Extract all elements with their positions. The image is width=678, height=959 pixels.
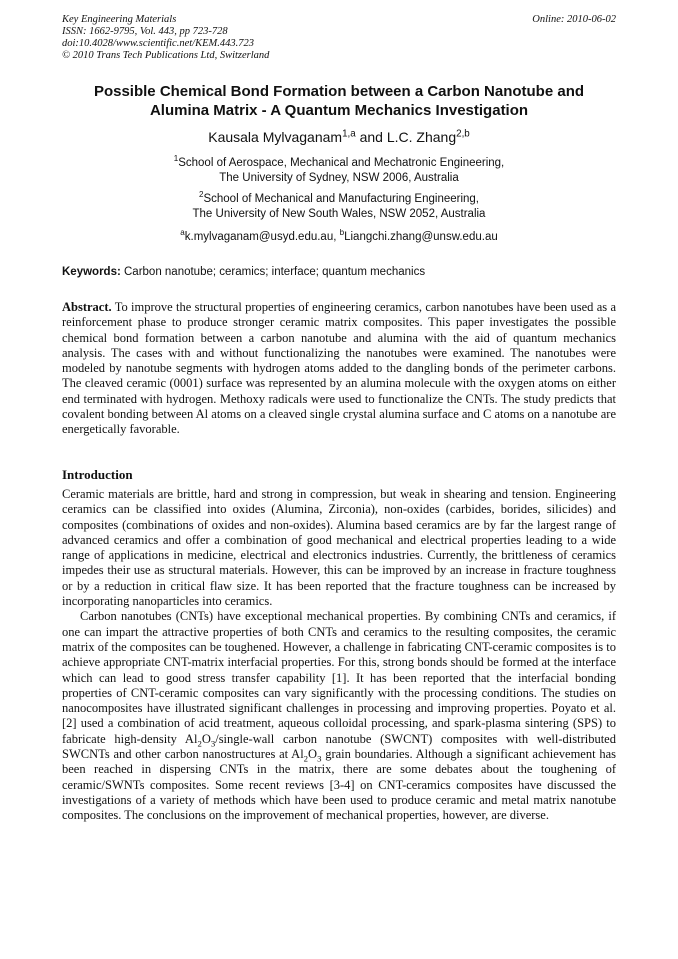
author-2-affil: 2,b bbox=[456, 128, 470, 140]
affiliation-2 bbox=[62, 192, 616, 222]
journal-header bbox=[62, 14, 616, 62]
author-1-affil: 1,a bbox=[342, 128, 356, 140]
issn-line: ISSN: 1662-9795, Vol. 443, pp 723-728 bbox=[62, 26, 228, 37]
intro-p2-part-a: Carbon nanotubes (CNTs) have exceptional mechanical properties. By combining CNTs and ceramics, if one can impart the attractive properties of both CNTs and ceramics to the resulting composites, the ceramic matrix of the composites can be toughened. However, a challenge in fabricating CNT-ceramic composites is to achieve appropriate CNT-matrix interfacial properties. For this, strong bonds should be formed at the interface which can lead to good stress transfer capability [1]. It has been reported that the interfacial bonding properties of CNT-ceramic composites can vary significantly with the processing conditions. The studies on nanocomposites have illustrated significant challenges in processing and improving properties. Poyato et al. [2] used a combination of acid treatment, aqueous colloidal processing, and spark-plasma sintering (SPS) to fabricate high-density Al bbox=[62, 609, 616, 746]
subscript-3a: 3 bbox=[210, 738, 216, 749]
author-conjunction: and bbox=[355, 129, 387, 145]
email-b: Liangchi.zhang@unsw.edu.au bbox=[344, 231, 498, 243]
abstract-text: To improve the structural properties of engineering ceramics, carbon nanotubes have been used as a reinforcement phase to produce stronger ceramic matrix composites. This paper investigates the possible chemical bond formation between a carbon nanotube and alumina with the aid of quantum mechanics analysis. The cases with and without functionalizing the nanotubes were examined. The nanotubes were modeled by nanotube segments with hydrogen atoms added to the dangling bonds of the perimeter carbons. The cleaved ceramic (0001) surface was represented by an alumina molecule with the oxygen atoms on either end terminated with hydrogen. Methoxy radicals were used to functionalize the CNTs. The study predicts that covalent bonding between Al atoms on a cleaved single crystal alumina surface and C atoms on a nanotube are energetically favorable. bbox=[62, 300, 620, 437]
email-a: k.mylvaganam@usyd.edu.au, bbox=[184, 231, 340, 243]
subscript-2a: 2 bbox=[197, 738, 202, 749]
aff1-marker: 1 bbox=[173, 154, 179, 164]
author-2: L.C. Zhang bbox=[386, 129, 457, 145]
aff2-marker: 2 bbox=[198, 190, 204, 200]
affiliation-1 bbox=[62, 156, 616, 186]
aff1-line-1: School of Aerospace, Mechanical and Mechatronic Engineering, bbox=[178, 157, 505, 169]
keywords-label: Keywords: bbox=[62, 266, 121, 278]
keywords bbox=[62, 265, 616, 280]
title-line-2: Alumina Matrix - A Quantum Mechanics Investigation bbox=[149, 102, 529, 119]
author-line bbox=[62, 129, 616, 146]
paper-title bbox=[62, 82, 616, 120]
aff2-line-2: The University of New South Wales, NSW 2052, Australia bbox=[192, 208, 486, 220]
intro-paragraph-2 bbox=[62, 609, 616, 823]
intro-p2-part-c: grain boundaries. Although a significant achievement has been reached in dispersing CNTs in the matrix, there are some debates about the toughening of ceramic/SWNTs composites. Some recent reviews [3-4] on CNT-ceramics composites have discussed the investigations of a variety of methods which have been used to produce ceramic and metal matrix nanotube composites. The conclusions on the improvement of mechanical properties, however, are diverse. bbox=[62, 747, 616, 823]
online-date: Online: 2010-06-02 bbox=[532, 14, 616, 25]
journal-name: Key Engineering Materials bbox=[62, 14, 177, 25]
email-line bbox=[62, 230, 616, 245]
oxygen-b: O bbox=[308, 747, 318, 762]
keywords-text: Carbon nanotube; ceramics; interface; quantum mechanics bbox=[120, 266, 426, 278]
subscript-2b: 2 bbox=[303, 753, 309, 764]
section-heading-introduction: Introduction bbox=[62, 467, 133, 482]
abstract-label: Abstract. bbox=[62, 300, 112, 314]
aff2-line-1: School of Mechanical and Manufacturing Engineering, bbox=[203, 193, 480, 205]
author-1: Kausala Mylvaganam bbox=[208, 129, 343, 145]
email-a-marker: a bbox=[180, 228, 185, 238]
email-b-marker: b bbox=[339, 228, 345, 238]
copyright-line: © 2010 Trans Tech Publications Ltd, Switzerland bbox=[62, 50, 270, 61]
doi-line: doi:10.4028/www.scientific.net/KEM.443.723 bbox=[62, 38, 254, 49]
abstract bbox=[62, 300, 620, 438]
intro-p2-part-b: /single-wall carbon nanotube (SWCNT) composites with well-distributed SWCNTs and other carbon nanostructures at Al bbox=[62, 731, 616, 762]
subscript-3b: 3 bbox=[317, 753, 322, 764]
introduction-body bbox=[62, 487, 616, 824]
title-line-1: Possible Chemical Bond Formation between a Carbon Nanotube and bbox=[93, 83, 585, 100]
intro-paragraph-1: Ceramic materials are brittle, hard and strong in compression, but weak in shearing and tension. Engineering ceramics can be classified into oxides (Alumina, Zirconia), non-oxides (carbides, borides, silicides) and composites (combinations of oxides and non-oxides). Alumina based ceramics are by far the largest range of advanced ceramics and offer a combination of good mechanical and electrical properties leading to a wide range of applications in medicine, electrical and electronics industries. Currently, the brittleness of ceramics impedes their use as structural materials. However, this can be improved by an increase in fracture toughness or by a reduction in critical flaw size. It has been reported that the fracture toughness can be increased by incorporating nanoparticles into ceramics. bbox=[62, 487, 616, 609]
oxygen-a: O bbox=[201, 731, 211, 746]
aff1-line-2: The University of Sydney, NSW 2006, Australia bbox=[219, 172, 459, 184]
